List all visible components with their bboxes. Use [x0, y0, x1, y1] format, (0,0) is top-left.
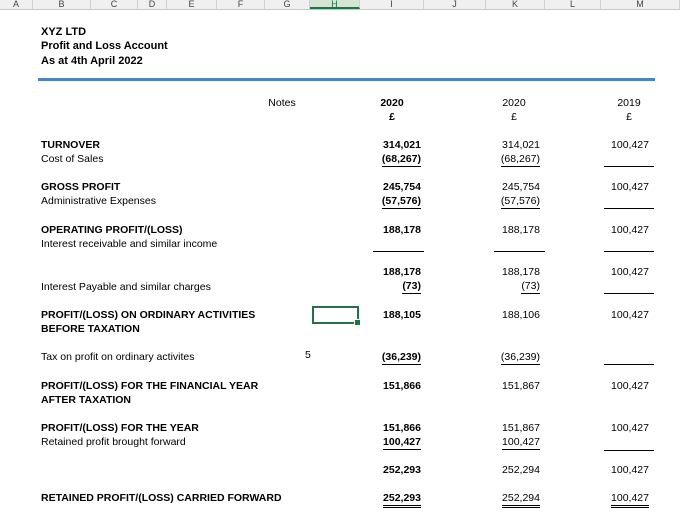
col3-underline: [604, 251, 654, 252]
operating-profit-col2: 188,178: [502, 224, 540, 236]
col3-underline: [604, 293, 654, 294]
year-profit-col2: 151,867: [502, 422, 540, 434]
operating-profit-col1: 188,178: [383, 224, 421, 236]
col3-underline: [604, 208, 654, 209]
carried-forward-col2: 252,294: [502, 492, 540, 508]
financial-year-label-2: AFTER TAXATION: [41, 394, 132, 406]
subtotal-col3: 100,427: [611, 266, 649, 278]
gross-profit-col3: 100,427: [611, 181, 649, 193]
column-header-c[interactable]: C: [91, 0, 138, 9]
col1-year: 2020: [380, 97, 404, 109]
ordinary-activities-col3: 100,427: [611, 309, 649, 321]
col3-underline: [604, 364, 654, 365]
interest-payable-label: Interest Payable and similar charges: [41, 281, 211, 293]
total-col3: 100,427: [611, 464, 649, 476]
tax-label: Tax on profit on ordinary activites: [41, 351, 195, 363]
column-header-m[interactable]: M: [601, 0, 680, 9]
col3-currency: £: [626, 111, 632, 123]
admin-expenses-label: Administrative Expenses: [41, 195, 156, 207]
ordinary-activities-col2: 188,106: [502, 309, 540, 321]
carried-forward-col3: 100,427: [611, 492, 649, 508]
ordinary-activities-label-2: BEFORE TAXATION: [41, 323, 140, 335]
turnover-label: TURNOVER: [41, 139, 100, 151]
financial-year-col1: 151,866: [383, 380, 421, 392]
brought-forward-col2: 100,427: [502, 436, 540, 448]
year-profit-col1: 151,866: [383, 422, 421, 434]
col1-currency: £: [389, 111, 395, 123]
subtotal-col1: 188,178: [383, 266, 421, 278]
year-profit-label: PROFIT/(LOSS) FOR THE YEAR: [41, 422, 199, 434]
col2-year: 2020: [502, 97, 526, 109]
document-title: Profit and Loss Account: [41, 40, 168, 52]
column-header-k[interactable]: K: [486, 0, 545, 9]
carried-forward-label: RETAINED PROFIT/(LOSS) CARRIED FORWARD: [41, 492, 282, 504]
brought-forward-label: Retained profit brought forward: [41, 436, 186, 448]
ordinary-activities-label-1: PROFIT/(LOSS) ON ORDINARY ACTIVITIES: [41, 309, 256, 321]
column-header-h[interactable]: H: [310, 0, 360, 9]
turnover-col1: 314,021: [383, 139, 421, 151]
document-date: As at 4th April 2022: [41, 55, 143, 67]
operating-profit-label: OPERATING PROFIT/(LOSS): [41, 224, 183, 236]
column-header-f[interactable]: F: [217, 0, 265, 9]
interest-payable-col1: (73): [402, 280, 421, 292]
column-header-e[interactable]: E: [167, 0, 217, 9]
total-col2: 252,294: [502, 464, 540, 476]
financial-year-col3: 100,427: [611, 380, 649, 392]
admin-expenses-col1: (57,576): [381, 195, 421, 207]
col2-underline: [494, 251, 545, 252]
gross-profit-col2: 245,754: [502, 181, 540, 193]
interest-payable-col2: (73): [521, 280, 540, 292]
carried-forward-col1: 252,293: [383, 492, 421, 508]
operating-profit-col3: 100,427: [611, 224, 649, 236]
column-header-b[interactable]: B: [33, 0, 91, 9]
tax-note: 5: [305, 349, 311, 361]
interest-receivable-label: Interest receivable and similar income: [41, 238, 218, 250]
col3-underline: [604, 450, 654, 451]
column-header-a[interactable]: A: [0, 0, 33, 9]
cost-of-sales-label: Cost of Sales: [41, 153, 104, 165]
ordinary-activities-col1: 188,105: [383, 309, 421, 321]
col3-underline: [604, 166, 654, 167]
cost-of-sales-col1: (68,267): [381, 153, 421, 165]
year-profit-col3: 100,427: [611, 422, 649, 434]
tax-col2: (36,239): [500, 351, 540, 363]
column-header-bar: [0, 0, 680, 10]
col3-year: 2019: [617, 97, 641, 109]
tax-col1: (36,239): [381, 351, 421, 363]
admin-expenses-col2: (57,576): [500, 195, 540, 207]
cost-of-sales-col2: (68,267): [500, 153, 540, 165]
company-name: XYZ LTD: [41, 26, 87, 38]
column-header-j[interactable]: J: [424, 0, 486, 9]
column-header-i[interactable]: I: [360, 0, 424, 9]
column-header-d[interactable]: D: [138, 0, 167, 9]
total-col1: 252,293: [383, 464, 421, 476]
col1-underline: [373, 251, 424, 252]
column-header-g[interactable]: G: [265, 0, 310, 9]
col2-currency: £: [511, 111, 517, 123]
notes-header: Notes: [268, 97, 296, 109]
gross-profit-col1: 245,754: [383, 181, 421, 193]
financial-year-label-1: PROFIT/(LOSS) FOR THE FINANCIAL YEAR: [41, 380, 259, 392]
turnover-col3: 100,427: [611, 139, 649, 151]
selected-cell[interactable]: [312, 306, 359, 324]
subtotal-col2: 188,178: [502, 266, 540, 278]
brought-forward-col1: 100,427: [383, 436, 421, 448]
gross-profit-label: GROSS PROFIT: [41, 181, 121, 193]
turnover-col2: 314,021: [502, 139, 540, 151]
financial-year-col2: 151,867: [502, 380, 540, 392]
header-rule: [38, 78, 655, 81]
column-header-l[interactable]: L: [545, 0, 601, 9]
